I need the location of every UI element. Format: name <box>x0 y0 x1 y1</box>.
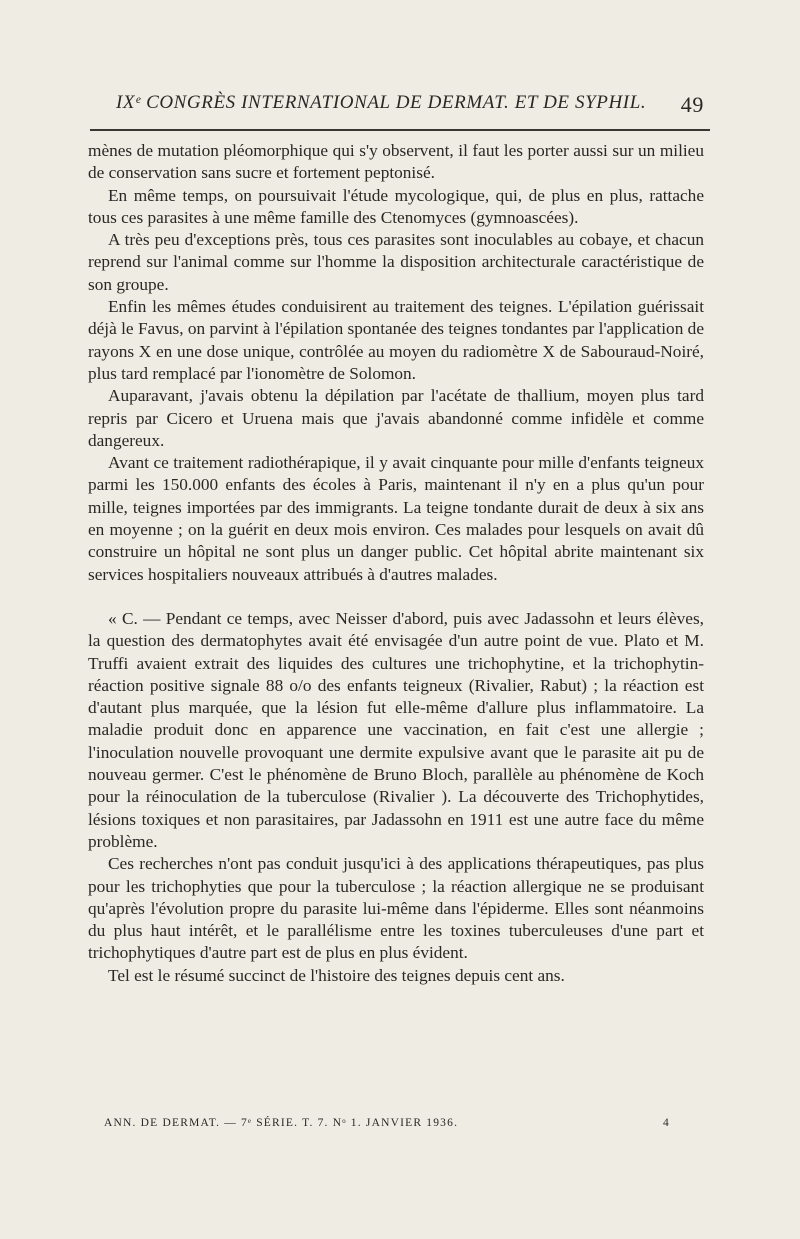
running-title: IXᵉ CONGRÈS INTERNATIONAL DE DERMAT. ET DE SYPHIL. <box>116 92 647 113</box>
page-number: 49 <box>680 92 704 117</box>
page-footer <box>104 1117 670 1129</box>
paragraph: Avant ce traitement radiothérapique, il y avait cinquante pour mille d'enfants teigneux parmi les 150.000 enfants des écoles à Paris, maintenant il n'y en a plus qu'un pour mille, teignes importées par des immigrants. La teigne tondante durait de deux à six ans en moyenne ; on la guérit en deux mois environ. Ces malades pour lesquels on avait dû construire un hôpital ne sont plus un danger public. Cet hôpital abrite maintenant six services hospitaliers nouveaux attribués à d'autres malades. <box>88 453 704 584</box>
body-text <box>88 140 704 987</box>
paragraph: Ces recherches n'ont pas conduit jusqu'ici à des applications thérapeutiques, pas plus pour les trichophyties que pour la tuberculose ; la réaction allergique ne se produisant qu'après l'évolution propre du parasite lui-même dans l'épiderme. Elles sont néanmoins du plus haut intérêt, et le parallélisme entre les toxines tuberculeuses d'une part et trichophytiques d'autre part est de plus en plus évident. <box>88 854 704 963</box>
paragraph: Enfin les mêmes études conduisirent au traitement des teignes. L'épilation guérissait déjà le Favus, on parvint à l'épilation spontanée des teignes tondantes par l'application de rayons X en une dose unique, contrôlée au moyen du radiomètre X de Sabouraud-Noiré, plus tard remplacé par l'ionomètre de Solomon. <box>88 297 704 383</box>
paragraph: A très peu d'exceptions près, tous ces parasites sont inoculables au cobaye, et chacun reprend sur l'animal comme sur l'homme la disposition architecturale caractéristique de son groupe. <box>88 230 704 294</box>
paragraph: « C. — Pendant ce temps, avec Neisser d'abord, puis avec Jadassohn et leurs élèves, la question des dermatophytes avait été envisagée d'un autre point de vue. Plato et M. Truffi avaient extrait des liquides des cultures une trichophytine, et la trichophytin-réaction positive signale 88 o/o des enfants teigneux (Rivalier, Rabut) ; la réaction est d'autant plus marquée, que la lésion fut elle-même d'allure plus inflammatoire. La maladie produit donc en apparence une vaccination, en fait c'est une allergie ; l'inoculation nouvelle provoquant une dermite expulsive avant que le parasite ait pu de nouveau germer. C'est le phénomène de Bruno Bloch, parallèle au phénomène de Koch pour la réinoculation de la tuberculose (Rivalier ). La découverte des Trichophytides, lésions toxiques et non parasitaires, par Jadassohn en 1911 est une autre face du même problème. <box>88 608 704 851</box>
paragraph: En même temps, on poursuivait l'étude mycologique, qui, de plus en plus, rattache tous ces parasites à une même famille des Ctenomyces (gymnoascées). <box>88 185 704 227</box>
paragraph: mènes de mutation pléomorphique qui s'y observent, il faut les porter aussi sur un milieu de conservation sans sucre et fortement peptonisé. <box>88 141 704 183</box>
signature-mark: 4 <box>663 1117 670 1129</box>
header-rule <box>90 129 710 131</box>
journal-reference: ANN. DE DERMAT. — 7ᵉ SÉRIE. T. 7. Nᵒ 1. JANVIER 1936. <box>104 1117 459 1129</box>
paragraph: Auparavant, j'avais obtenu la dépilation par l'acétate de thallium, moyen plus tard repris par Cicero et Uruena mais que j'avais abandonné comme infidèle et comme dangereux. <box>88 386 704 450</box>
paragraph: Tel est le résumé succinct de l'histoire des teignes depuis cent ans. <box>108 965 565 985</box>
